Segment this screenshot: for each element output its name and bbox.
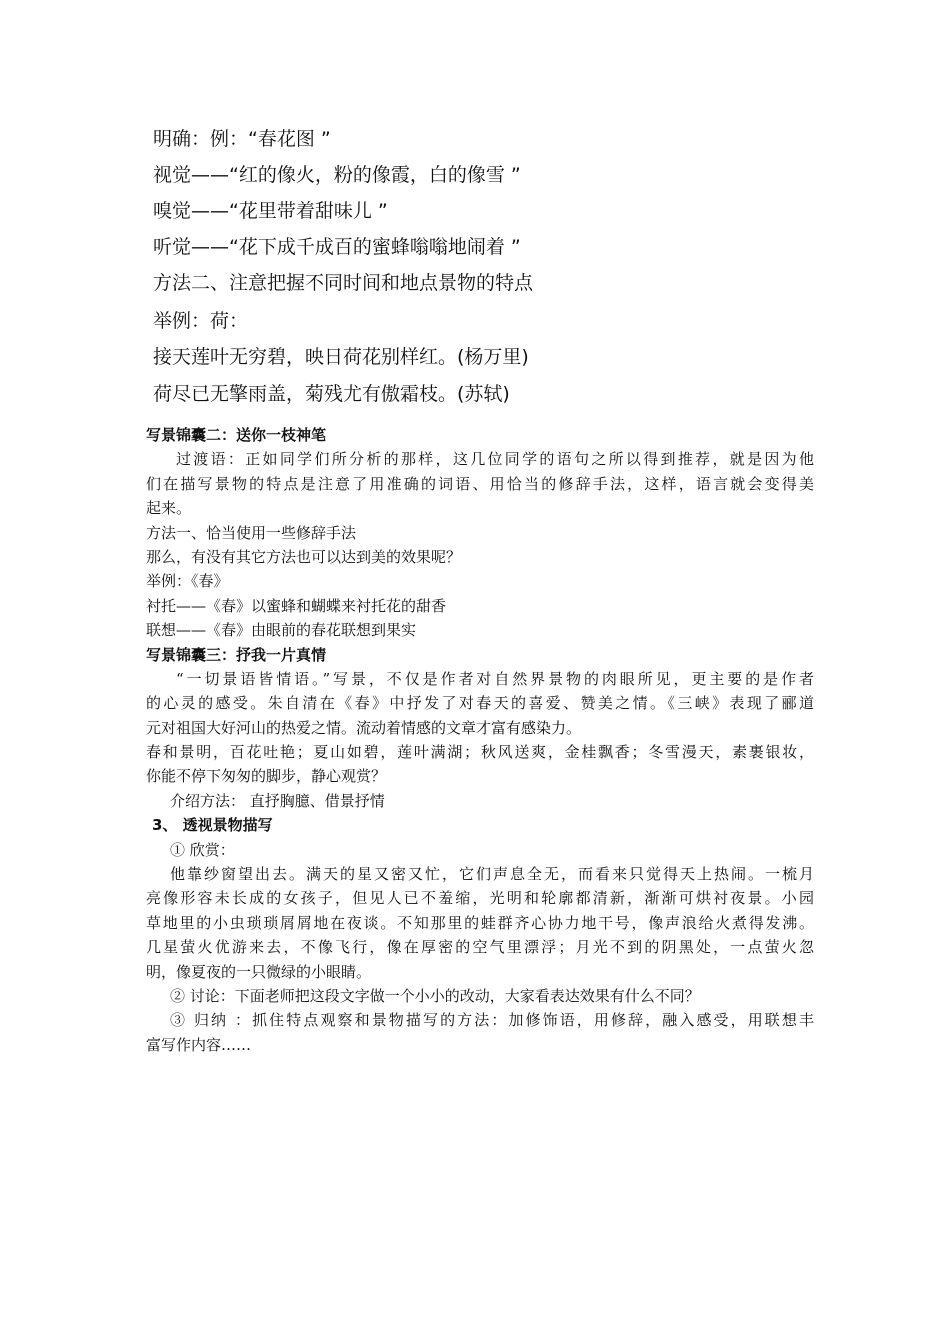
question-line: 那么，有没有其它方法也可以达到美的效果呢？ — [146, 547, 462, 566]
passage-line-1: 他靠纱窗望出去。满天的星又密又忙，它们声息全无，而看来只觉得天上热闹。一梳月 — [170, 865, 814, 884]
example-line: 举例：《春》 — [146, 572, 229, 591]
passage-line-4: 几星萤火优游来去，不像飞行，像在厚密的空气里漂浮；月光不到的阴黑处，一点萤火忽 — [146, 938, 814, 957]
poem-line-1: 接天莲叶无穷碧，映日荷花别样红。(杨万里) — [153, 346, 529, 368]
section2-heading: 写景锦囊二：送你一枝神笔 — [146, 426, 327, 444]
methods-line: 介绍方法： 直抒胸臆、借景抒情 — [170, 791, 385, 810]
seasons-line-2: 你能不停下匆匆的脚步，静心观赏？ — [146, 767, 387, 786]
summary-line-2: 富写作内容…… — [146, 1035, 252, 1054]
passage-line-5: 明，像夏夜的一只微绿的小眼睛。 — [146, 962, 372, 981]
transition-line-3: 起来。 — [146, 499, 192, 518]
passage-line-2: 亮像形容未长成的女孩子，但见人已不羞缩，光明和轮廓都清新，渐渐可烘衬夜景。小园 — [146, 889, 814, 908]
poem-line-2: 荷尽已无擎雨盖，菊残尤有傲霜枝。(苏轼) — [153, 383, 510, 405]
body-text — [146, 423, 814, 1057]
summary-line-1: ③ 归纳 ：抓住特点观察和景物描写的方法：加修饰语，用修辞，融入感受，用联想丰 — [170, 1011, 814, 1030]
discuss-line: ② 讨论：下面老师把这段文字做一个小小的改动，大家看表达效果有什么不同？ — [170, 986, 700, 1005]
contrast-line: 衬托——《春》以蜜蜂和蝴蝶来衬托花的甜香 — [146, 596, 447, 615]
visual-line: 视觉——“红的像火，粉的像霞，白的像雪 ” — [153, 164, 521, 186]
appreciate-line: ① 欣赏： — [170, 840, 235, 859]
example-lotus-line: 举例：荷： — [153, 310, 249, 332]
hearing-line: 听觉——“花下成千成百的蜜蜂嗡嗡地闹着 ” — [153, 236, 521, 258]
transition-line-1: 过渡语：正如同学们所分析的那样，这几位同学的语句之所以得到推荐，就是因为他 — [176, 450, 814, 469]
seasons-line-1: 春和景明，百花吐艳；夏山如碧，莲叶满湖；秋风送爽，金桂飘香；冬雪漫天，素裹银妆， — [146, 743, 814, 762]
quote-para-line-2: 的心灵的感受。朱自清在《春》中抒发了对春天的喜爱、赞美之情。《三峡》表现了郦道 — [146, 694, 814, 713]
association-line: 联想——《春》由眼前的春花联想到果实 — [146, 621, 417, 640]
method2-line: 方法二、注意把握不同时间和地点景物的特点 — [153, 272, 534, 294]
transition-line-2: 们在描写景物的特点是注意了用准确的词语、用恰当的修辞手法，这样，语言就会变得美 — [146, 474, 814, 493]
passage-line-3: 草地里的小虫琐琐屑屑地在夜谈。不知那里的蛙群齐心协力地干号，像声浪给火煮得发沸。 — [146, 913, 814, 932]
quote-para-line-1: “一切景语皆情语。”写景，不仅是作者对自然界景物的肉眼所见，更主要的是作者 — [176, 669, 814, 688]
method1-line: 方法一、恰当使用一些修辞手法 — [146, 523, 357, 542]
section3-heading: 写景锦囊三：抒我一片真情 — [146, 645, 327, 664]
smell-line: 嗅觉——“花里带着甜味儿 ” — [153, 200, 388, 222]
quote-para-line-3: 元对祖国大好河山的热爱之情。流动着情感的文章才富有感染力。 — [146, 718, 582, 737]
section4-heading: 3、 透视景物描写 — [152, 816, 273, 835]
clarify-line: 明确：例：“春花图 ” — [153, 128, 331, 150]
